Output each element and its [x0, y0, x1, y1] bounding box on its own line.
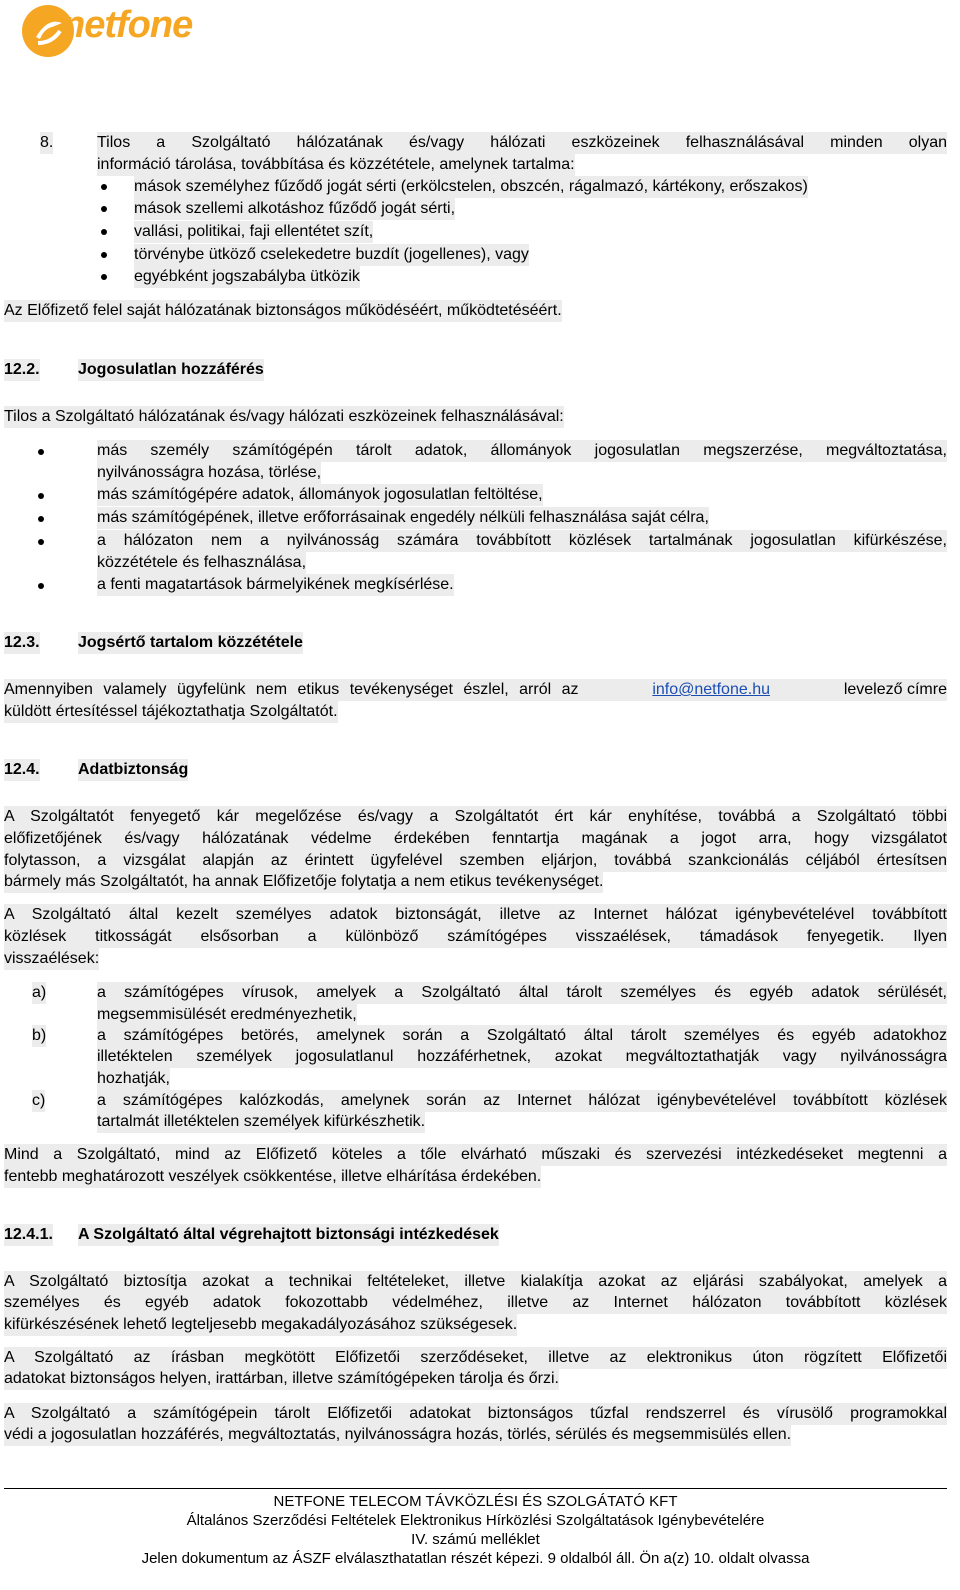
section-title: Jogsértő tartalom közzététele: [78, 632, 303, 654]
list-item: más számítógépére adatok, állományok jogosulatlan feltöltése,: [97, 484, 543, 506]
footer-company: NETFONE TELECOM TÁVKÖZLÉSI ÉS SZOLGÁTATÓ KFT: [273, 1493, 678, 1510]
paragraph-line: [4, 679, 947, 701]
list-item-cont: közzététele és felhasználása,: [97, 552, 306, 574]
bullet-icon: [38, 583, 44, 589]
list-item: a hálózaton nem a nyilvánosság számára továbbított közlések tartalmának jogosulatlan kifürkészése,: [97, 530, 947, 552]
bullet-icon: [101, 229, 107, 235]
paragraph-line: A Szolgáltatót fenyegető kár megelőzése és/vagy a Szolgáltatót ért kár enyhítése, továbbá a Szolgáltató többi: [4, 806, 947, 828]
list-item: törvénybe ütköző cselekedetre buzdít (jogellenes), vagy: [134, 244, 529, 266]
list-item: a számítógépes betörés, amelynek során a Szolgáltató által tárolt személyes és egyéb adatokhoz: [97, 1025, 947, 1047]
paragraph-line: A Szolgáltató az írásban megkötött Előfizetői szerződéseket, illetve az elektronikus úton rögzített Előfizetői: [4, 1347, 947, 1369]
paragraph-line: Az Előfizető felel saját hálózatának biztonságos működéséért, működtetéséért.: [4, 300, 562, 322]
section-number: 8.: [40, 132, 53, 154]
list-item: más személy számítógépén tárolt adatok, állományok jogosulatlan megszerzése, megváltoztatása,: [97, 440, 947, 462]
bullet-icon: [101, 252, 107, 258]
list-item: más számítógépének, illetve erőforrásainak engedély nélküli felhasználása saját célra,: [97, 507, 709, 529]
footer-doc-title: Általános Szerződési Feltételek Elektronikus Hírközlési Szolgáltatások Igénybevételére: [186, 1512, 765, 1529]
paragraph-line: A Szolgáltató a számítógépein tárolt Előfizetői adatokat biztonságos tűzfal rendszerrel és vírusölő programokkal: [4, 1403, 947, 1425]
paragraph-line: fentebb meghatározott veszélyek csökkentése, illetve elhárítása érdekében.: [4, 1166, 541, 1188]
section-title: Adatbiztonság: [78, 759, 188, 781]
paragraph-text: Amennyiben valamely ügyfelünk nem etikus tevékenységet észlel, arról az: [4, 681, 579, 698]
paragraph-line: A Szolgáltató által kezelt személyes adatok biztonságát, illetve az Internet hálózat igénybevételével továbbított: [4, 904, 947, 926]
list-label: c): [32, 1090, 45, 1112]
bullet-icon: [101, 206, 107, 212]
list-item: a számítógépes vírusok, amelyek a Szolgáltató által tárolt személyes és egyéb adatok sérülését,: [97, 982, 947, 1004]
paragraph-line: visszaélések:: [4, 948, 99, 970]
list-item-cont: tartalmát illetéktelen személyek kifürkészhetik.: [97, 1111, 425, 1133]
paragraph-line: közlések titkosságát elsősorban a különböző számítógépes visszaélések, támadások fenyegetik. Ilyen: [4, 926, 947, 948]
list-item: a fenti magatartások bármelyikének megkísérlése.: [97, 574, 454, 596]
section-number: 12.3.: [4, 632, 40, 654]
list-item: egyébként jogszabályba ütközik: [134, 266, 360, 288]
email-link[interactable]: info@netfone.hu: [652, 681, 770, 698]
list-item-cont: nyilvánosságra hozása, törlése,: [97, 462, 321, 484]
logo-wordmark: netfone: [62, 4, 193, 46]
paragraph-line: adatokat biztonságos helyen, irattárban, illetve számítógépeken tárolja és őrzi.: [4, 1368, 559, 1390]
bullet-icon: [101, 274, 107, 280]
list-label: a): [32, 982, 46, 1004]
bullet-icon: [38, 516, 44, 522]
paragraph-line: kifürkészésének lehető legteljesebb megakadályozásához szükségesek.: [4, 1314, 517, 1336]
section-number: 12.4.1.: [4, 1224, 53, 1246]
bullet-icon: [38, 493, 44, 499]
paragraph-line: küldött értesítéssel tájékoztathatja Szolgáltatót.: [4, 701, 338, 723]
section-number: 12.4.: [4, 759, 40, 781]
paragraph-line: Mind a Szolgáltató, mind az Előfizető köteles a tőle elvárható műszaki és szervezési intézkedéseket megtenni a: [4, 1144, 947, 1166]
section-title: Jogosulatlan hozzáférés: [78, 359, 264, 381]
list-item: vallási, politikai, faji ellentétet szít,: [134, 221, 373, 243]
footer-divider: [4, 1488, 947, 1489]
section-title: A Szolgáltató által végrehajtott biztonsági intézkedések: [78, 1224, 499, 1246]
paragraph-line: előfizetőjének és/vagy hálózatának védelme érdekében fenntartja magának a jogot arra, hogy vizsgálatot: [4, 828, 947, 850]
paragraph-line: A Szolgáltató biztosítja azokat a technikai feltételeket, illetve kialakítja azokat az eljárási szabályokat, amelyek a: [4, 1271, 947, 1293]
footer-annex: IV. számú melléklet: [411, 1531, 540, 1548]
paragraph-line: védi a jogosulatlan hozzáférés, megváltoztatás, nyilvánosságra hozás, törlés, sérülés és megsemmisülés ellen.: [4, 1424, 791, 1446]
paragraph-line: bármely más Szolgáltatót, ha annak Előfizetője folytatja a nem etikus tevékenységet.: [4, 871, 603, 893]
list-item-cont: illetéktelen személyek jogosulatlanul hozzáférhetnek, azokat megváltoztathatják vagy nyilvánosságra: [97, 1046, 947, 1068]
section-number: 12.2.: [4, 359, 40, 381]
paragraph-text: levelező címre: [843, 681, 947, 698]
paragraph-line: folytasson, a vizsgálat alapján az érintett ügyfelével szemben eljárjon, továbbá szankcionálás céljából értesítsen: [4, 850, 947, 872]
paragraph-line: Tilos a Szolgáltató hálózatának és/vagy hálózati eszközeinek felhasználásával:: [4, 406, 564, 428]
paragraph-line: Tilos a Szolgáltató hálózatának és/vagy hálózati eszközeinek felhasználásával minden olyan: [97, 132, 947, 154]
list-item: mások személyhez fűződő jogát sérti (erkölcstelen, obszcén, rágalmazó, kártékony, erőszakos): [134, 176, 808, 198]
list-item-cont: megsemmisülését eredményezhetik,: [97, 1004, 357, 1026]
paragraph-line: személyes és egyéb adatok fokozottabb védelméhez, illetve az Internet hálózaton továbbított közlések: [4, 1292, 947, 1314]
list-item: mások szellemi alkotáshoz fűződő jogát sérti,: [134, 198, 455, 220]
list-item: a számítógépes kalózkodás, amelynek során az Internet hálózat igénybevételével továbbított közlések: [97, 1090, 947, 1112]
bullet-icon: [101, 184, 107, 190]
bullet-icon: [38, 539, 44, 545]
paragraph-line: információ tárolása, továbbítása és közzététele, amelynek tartalma:: [97, 154, 575, 176]
bullet-icon: [38, 449, 44, 455]
list-item-cont: hozhatják,: [97, 1068, 170, 1090]
list-label: b): [32, 1025, 46, 1047]
footer-page-info: Jelen dokumentum az ÁSZF elválaszthatatlan részét képezi. 9 oldalból áll. Ön a(z) 10. oldalt olvassa: [141, 1550, 810, 1567]
